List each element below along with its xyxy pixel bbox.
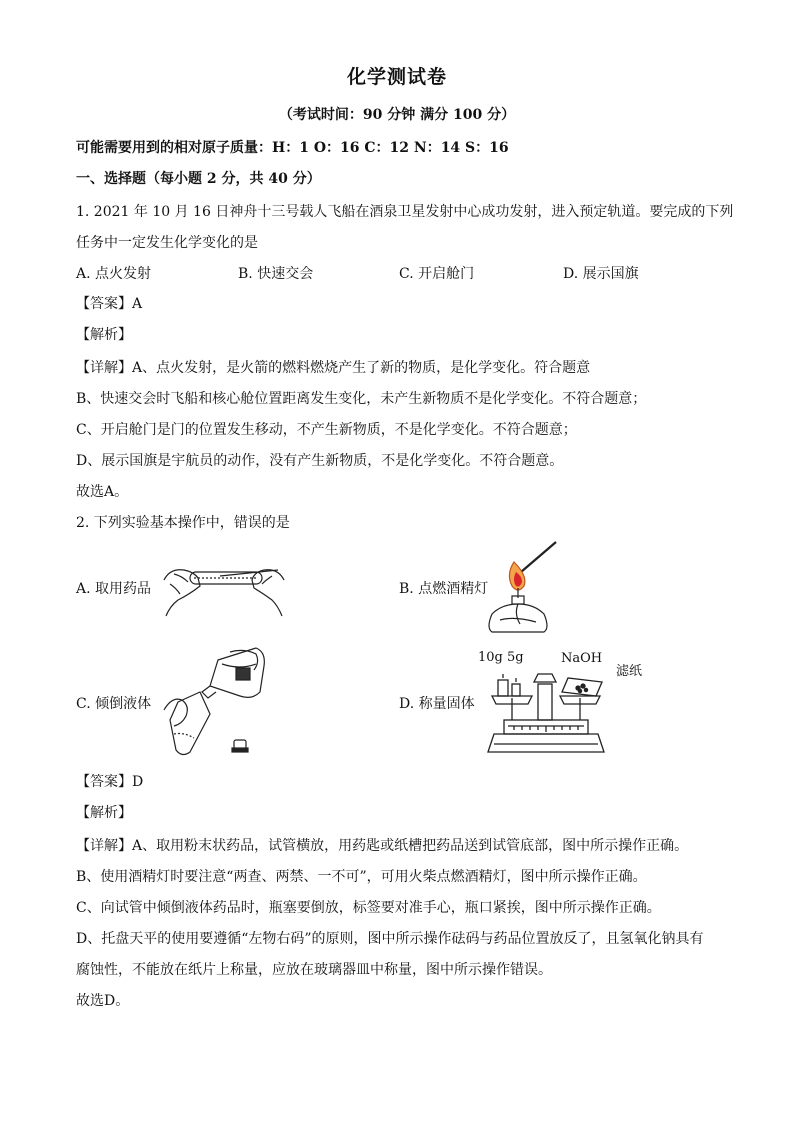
balance-chemical-label: NaOH [561,651,603,666]
powder-test-tube-figure [160,550,288,622]
q2-detail-line: C、向试管中倾倒液体药品时，瓶塞要倒放，标签要对准手心，瓶口紧挨，图中所示操作正确。 [76,900,661,916]
page-title: 化学测试卷 [346,66,447,88]
atomic-masses: 可能需要用到的相对原子质量：H：1 O：16 C：12 N：14 S：16 [76,140,509,156]
q1-detail-line: B、快速交会时飞船和核心舱位置距离发生变化，未产生新物质不是化学变化。不符合题意； [76,391,647,407]
q2-detail-line: 腐蚀性，不能放在纸片上称量，应放在玻璃器皿中称量，图中所示操作错误。 [76,962,552,978]
q2-option-a: A. 取用药品 [76,581,152,597]
exam-info: （考试时间：90 分钟 满分 100 分） [278,107,516,123]
q1-option-d: D. 展示国旗 [563,266,639,282]
q2-detail-line: D、托盘天平的使用要遵循“左物右码”的原则，图中所示操作砝码与药品位置放反了，且氢氧化钠具有 [76,931,704,947]
q1-detail-line: C、开启舱门是门的位置发生移动，不产生新物质，不是化学变化。不符合题意； [76,422,577,438]
q1-detail-line: 故选A。 [76,484,129,500]
balance-weights-label: 10g 5g [478,650,524,665]
q2-analysis-label: 【解析】 [76,805,132,821]
alcohol-lamp-figure [484,540,564,635]
q1-option-a: A. 点火发射 [76,266,152,282]
q1-option-b: B. 快速交会 [238,266,314,282]
q2-option-c: C. 倾倒液体 [76,696,152,712]
pouring-liquid-figure [160,640,270,758]
balance-paper-label: 滤纸 [616,664,643,679]
q1-stem-line1: 1. 2021 年 10 月 16 日神舟十三号载人飞船在酒泉卫星发射中心成功发射，进入预定轨道。要完成的下列 [76,204,734,220]
section-heading: 一、选择题（每小题 2 分，共 40 分） [76,171,321,187]
q1-answer: 【答案】A [76,296,143,312]
q1-analysis-label: 【解析】 [76,327,132,343]
q2-option-b: B. 点燃酒精灯 [399,581,489,597]
q2-detail-line: B、使用酒精灯时要注意“两查、两禁、一不可”，可用火柴点燃酒精灯，图中所示操作正确。 [76,869,647,885]
q2-answer: 【答案】D [76,774,144,790]
q1-stem-line2: 任务中一定发生化学变化的是 [76,235,258,251]
q2-stem: 2. 下列实验基本操作中，错误的是 [76,515,290,531]
q2-detail-line: 故选D。 [76,993,130,1009]
q1-option-c: C. 开启舱门 [399,266,475,282]
q2-detail-line: 【详解】A、取用粉末状药品，试管横放，用药匙或纸槽把药品送到试管底部，图中所示操作正确。 [76,838,689,854]
balance-figure [484,664,609,754]
q1-detail-line: D、展示国旗是宇航员的动作，没有产生新物质，不是化学变化。不符合题意。 [76,453,564,469]
q2-option-d: D. 称量固体 [399,696,475,712]
q1-detail-line: 【详解】A、点火发射，是火箭的燃料燃烧产生了新的物质，是化学变化。符合题意 [76,360,591,376]
